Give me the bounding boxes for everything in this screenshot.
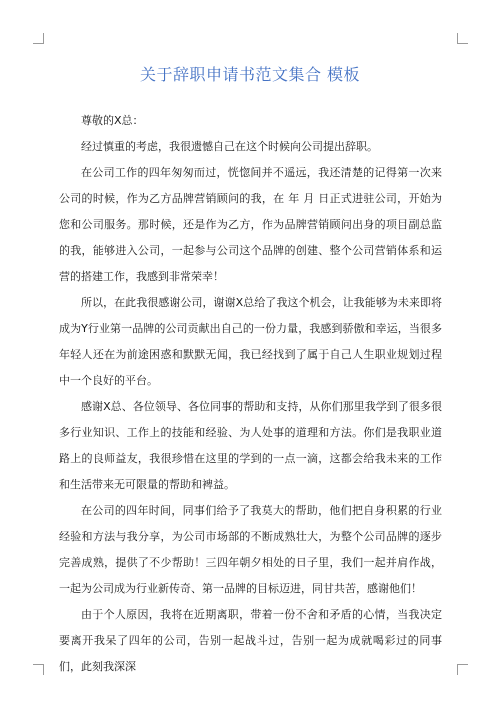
salutation: 尊敬的X总： [81, 114, 144, 127]
corner-mark-top-right [457, 33, 468, 44]
corner-mark-bottom-right [457, 664, 468, 675]
document-body [59, 108, 442, 680]
paragraph-4: 感谢X总、各位领导、各位同事的帮助和支持，从你们那里我学到了很多很多行业知识、工作上的技能和经验、为人处事的道理和方法。你们是我职业道路上的良师益友，我很珍惜在这里的学到的一点一滴，这都会给我未来的工作和生活带来无可限量的帮助和裨益。 [59, 400, 442, 491]
paragraph-3: 所以，在此我很感谢公司，谢谢X总给了我这个机会，让我能够为未来即将成为Y行业第一品牌的公司贡献出自己的一份力量，我感到骄傲和幸运，当很多年轻人还在为前途困惑和默默无闻，我已经找到了属于自己人生职业规划过程中一个良好的平台。 [59, 296, 442, 387]
paragraph-2: 在公司工作的四年匆匆而过，恍惚间并不遥远，我还清楚的记得第一次来公司的时候，作为乙方品牌营销顾问的我，在 年 月 日正式进驻公司，开始为您和公司服务。那时候，还是作为乙方，作为品牌营销顾问出身的项目副总监的我，能够进入公司，一起参与公司这个品牌的创建、整个公司营销体系和运营的搭建工作，我感到非常荣幸！ [59, 166, 442, 283]
corner-mark-top-left [33, 33, 44, 44]
paragraph-6: 由于个人原因，我将在近期离职，带着一份不舍和矛盾的心情，当我决定要离开我呆了四年的公司，告别一起战斗过，告别一起为成就喝彩过的同事们，此刻我深深 [59, 608, 442, 673]
document-title: 关于辞职申请书范文集合 模板 [139, 65, 361, 84]
paragraph-5: 在公司的四年时间，同事们给予了我莫大的帮助，他们把自身积累的行业经验和方法与我分享，为公司市场部的不断成熟壮大，为整个公司品牌的逐步完善成熟，提供了不少帮助！三四年朝夕相处的日子里，我们一起并肩作战，一起为公司成为行业新传奇、第一品牌的目标迈进，同甘共苦，感谢他们！ [59, 504, 442, 595]
corner-mark-bottom-left [33, 664, 44, 675]
paragraph-1: 经过慎重的考虑，我很遗憾自己在这个时候向公司提出辞职。 [81, 140, 378, 153]
